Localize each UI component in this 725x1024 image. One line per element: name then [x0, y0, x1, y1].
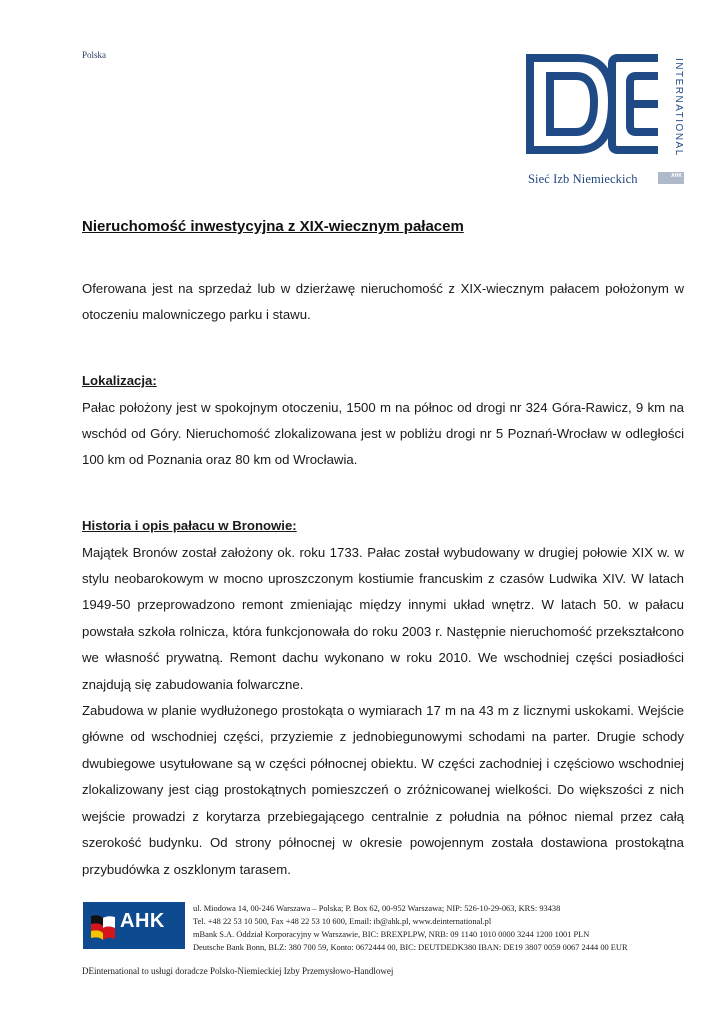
footer-note: DEinternational to usługi doradcze Polsko-Niemieckiej Izby Przemysłowo-Handlowej — [82, 966, 394, 976]
ahk-mini-badge — [658, 172, 684, 184]
history-heading: Historia i opis pałacu w Bronowie: — [82, 518, 297, 534]
history-paragraph-2: Zabudowa w planie wydłużonego prostokąta o wymiarach 17 m na 43 m z licznymi uskokami. Wejście główne od wschodniej części, przyziemie z jednobiegunowymi schodami na parter. Drugie schody dwubiegowe usytułowane są w części północnej obiektu. W części zachodniej i częściowo wschodniej zlokalizowany jest ciąg prostokątnych pomieszczeń o zróżnicowanej wielkości. Do większości z nich wejście prowadzi z korytarza przebiegającego centralnie z południa na północ niemal przez całą szerokość budynku. Od strony północnej w okresie powojennym została dostawiona prostokątna przybudówka z oszklonym tarasem. — [82, 703, 684, 877]
footer-contact-info — [193, 902, 628, 954]
document-body — [82, 276, 684, 883]
country-label: Polska — [82, 50, 107, 60]
footer-bank-eur: Deutsche Bank Bonn, BLZ: 380 700 59, Konto: 0672444 00, BIC: DEUTDEDK380 IBAN: DE19 3807 0059 0067 2444 00 EUR — [193, 943, 628, 952]
footer-phone-email: Tel. +48 22 53 10 500, Fax +48 22 53 10 600, Email: ib@ahk.pl, www.deinternational.pl — [193, 917, 492, 926]
ahk-mini-label: AHK — [671, 173, 682, 179]
location-heading: Lokalizacja: — [82, 373, 157, 389]
ahk-label: AHK — [120, 910, 165, 932]
history-paragraph-1: Majątek Bronów został założony ok. roku 1733. Pałac został wybudowany w drugiej połowie XIX w. w stylu neobarokowym w mocno uproszczonym kostiumie francuskim z czasów Ludwika XIV. W latach 1949-50 przeprowadzono remont zmieniając między innymi układ wnętrz. W latach 50. w pałacu powstała szkoła rolnicza, która funkcjonowała do roku 2003 r. Następnie nieruchomość przekształcono we własność prywatną. Remont dachu wykonano w roku 2010. We wschodniej części posiadłości znajdują się zabudowania folwarczne. — [82, 544, 684, 692]
footer-bank-pln: mBank S.A. Oddział Korporacyjny w Warszawie, BIC: BREXPLPW, NRB: 09 1140 1010 0000 3244 1200 1001 PLN — [193, 930, 590, 939]
logo-international-text: INTERNATIONAL — [673, 58, 684, 157]
de-international-logo — [526, 54, 688, 186]
location-paragraph: Pałac położony jest w spokojnym otoczeniu, 1500 m na północ od drogi nr 324 Góra-Rawicz, 9 km na wschód od Góry. Nieruchomość zlokalizowana jest w pobliżu drogi nr 5 Poznań-Wrocław w odległości 100 km od Poznania oraz 80 km od Wrocławia. — [82, 399, 684, 468]
logo-subtitle: Sieć Izb Niemieckich — [528, 172, 638, 186]
flag-icon — [91, 914, 115, 940]
footer-address: ul. Miodowa 14, 00-246 Warszawa – Polska; P. Box 62, 00-952 Warszawa; NIP: 526-10-29-063, KRS: 93438 — [193, 904, 561, 913]
intro-paragraph: Oferowana jest na sprzedaż lub w dzierżawę nieruchomość z XIX-wiecznym pałacem położonym w otoczeniu malowniczego parku i stawu. — [82, 281, 684, 323]
page-title: Nieruchomość inwestycyjna z XIX-wiecznym pałacem — [82, 218, 464, 235]
ahk-logo — [83, 902, 185, 949]
